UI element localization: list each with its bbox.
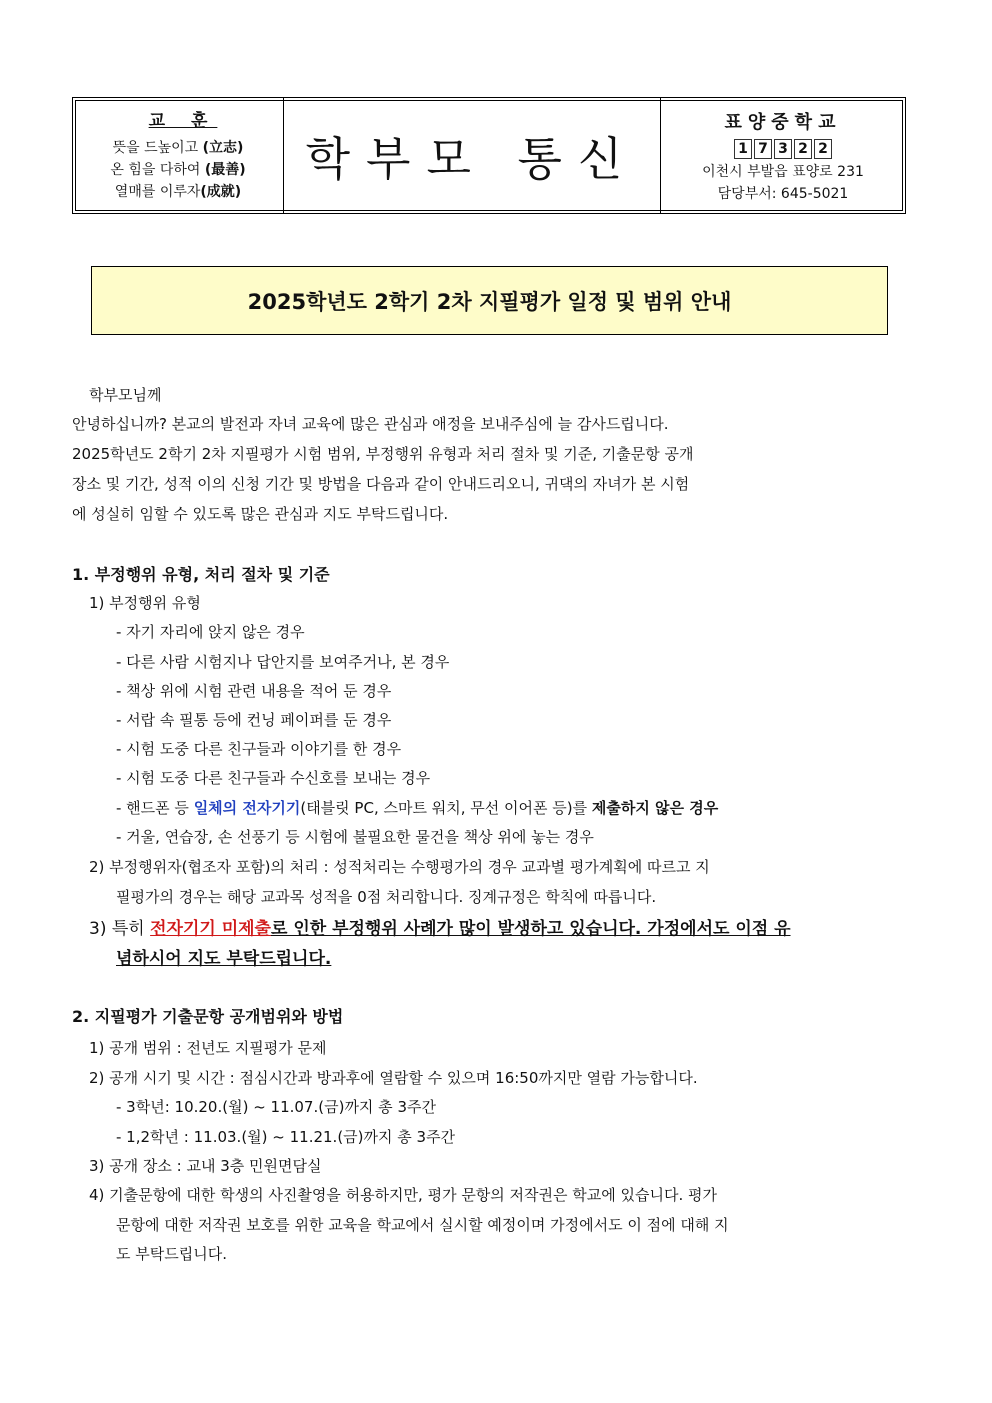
greeting: 학부모님께: [89, 386, 162, 404]
warning-bold: 로 인한 부정행위 사례가 많이 발생하고 있습니다. 가정에서도 이점 유: [270, 919, 791, 939]
newsletter-header: [72, 97, 906, 214]
list-item: - 시험 도중 다른 친구들과 이야기를 한 경우: [116, 740, 402, 758]
motto-line: [73, 137, 283, 159]
list-item: - 자기 자리에 앉지 않은 경우: [116, 623, 305, 641]
sub-item-cont: 필평가의 경우는 해당 교과목 성적을 0점 처리합니다. 징계규정은 학칙에 따릅니다.: [116, 888, 657, 906]
zip-digit: 7: [754, 139, 772, 159]
motto-text: 온 힘을 다하여: [110, 162, 205, 178]
zip-code: [734, 139, 832, 159]
list-item: - 3학년: 10.20.(월) ~ 11.07.(금)까지 총 3주간: [116, 1098, 436, 1116]
motto-hanja: (最善): [204, 162, 246, 178]
school-name: 표양중학교: [724, 112, 842, 133]
intro-line: 안녕하십니까? 본교의 발전과 자녀 교육에 많은 관심과 애정을 보내주심에 늘 감사드립니다.: [72, 415, 669, 433]
motto-text: 열매를 이루자: [114, 184, 201, 200]
list-item: - 거울, 연습장, 손 선풍기 등 시험에 불필요한 물건을 책상 위에 놓는 경우: [116, 828, 594, 846]
warning-line-cont: 념하시어 지도 부탁드립니다.: [116, 949, 332, 969]
motto-hanja: (立志): [202, 140, 244, 156]
sub-heading: 1) 부정행위 유형: [89, 594, 201, 612]
sub-item: 3) 공개 장소 : 교내 3층 민원면담실: [89, 1157, 322, 1175]
motto-line: [73, 181, 283, 203]
list-item: - 책상 위에 시험 관련 내용을 적어 둔 경우: [116, 682, 392, 700]
motto-line: [73, 159, 283, 181]
zip-digit: 2: [794, 139, 812, 159]
warning-text: 3) 특히: [89, 919, 151, 939]
list-item-phone: [116, 797, 718, 818]
intro-line: 장소 및 기간, 성적 이의 신청 기간 및 방법을 다음과 같이 안내드리오니, 귀댁의 자녀가 본 시험: [72, 475, 690, 493]
newsletter-title-cell: [284, 98, 661, 213]
zip-digit: 2: [814, 139, 832, 159]
phone-item-bold: 제출하지 않은 경우: [591, 799, 719, 817]
section-2-title: 2. 지필평가 기출문항 공개범위와 방법: [72, 1007, 344, 1026]
zip-digit: 1: [734, 139, 752, 159]
notice-title: 2025학년도 2학기 2차 지필평가 일정 및 범위 안내: [247, 289, 732, 314]
intro-line: 에 성실히 임할 수 있도록 많은 관심과 지도 부탁드립니다.: [72, 505, 449, 523]
sub-item-cont: 문항에 대한 저작권 보호를 위한 교육을 학교에서 실시할 예정이며 가정에서도 이 점에 대해 지: [116, 1216, 729, 1234]
list-item: - 1,2학년 : 11.03.(월) ~ 11.21.(금)까지 총 3주간: [116, 1128, 456, 1146]
sub-item: 4) 기출문항에 대한 학생의 사진촬영을 허용하지만, 평가 문항의 저작권은 학교에 있습니다. 평가: [89, 1186, 718, 1204]
intro-line: 2025학년도 2학기 2차 지필평가 시험 범위, 부정행위 유형과 처리 절차 및 기준, 기출문항 공개: [72, 445, 694, 463]
motto-text: 뜻을 드높이고: [112, 140, 203, 156]
list-item: - 서랍 속 필통 등에 컨닝 페이퍼를 둔 경우: [116, 711, 392, 729]
motto-hanja: (成就): [200, 184, 242, 200]
list-item: - 다른 사람 시험지나 답안지를 보여주거나, 본 경우: [116, 653, 450, 671]
sub-item: 2) 공개 시기 및 시간 : 점심시간과 방과후에 열람할 수 있으며 16:50까지만 열람 가능합니다.: [89, 1069, 698, 1087]
sub-item-cont: 도 부탁드립니다.: [116, 1245, 227, 1263]
warning-line: [89, 914, 791, 939]
school-address: 이천시 부발읍 표양로 231: [702, 164, 864, 180]
newsletter-title: 학부모 통신: [305, 131, 639, 186]
school-motto: [73, 98, 284, 213]
motto-title: 교 훈: [148, 111, 218, 131]
sub-item: 1) 공개 범위 : 전년도 지필평가 문제: [89, 1039, 327, 1057]
phone-item-text: - 핸드폰 등: [116, 799, 194, 817]
highlight-electronics: 일체의 전자기기: [193, 799, 301, 817]
school-department: 담당부서: 645-5021: [717, 186, 849, 202]
notice-title-box: [91, 266, 888, 335]
section-1-title: 1. 부정행위 유형, 처리 절차 및 기준: [72, 565, 330, 584]
sub-item: 2) 부정행위자(협조자 포함)의 처리 : 성적처리는 수행평가의 경우 교과별 평가계획에 따르고 지: [89, 858, 710, 876]
school-info: [661, 98, 905, 213]
phone-item-text: (태블릿 PC, 스마트 워치, 무선 이어폰 등)를: [300, 799, 592, 817]
warning-red: 전자기기 미제출: [150, 919, 271, 939]
list-item: - 시험 도중 다른 친구들과 수신호를 보내는 경우: [116, 769, 431, 787]
zip-digit: 3: [774, 139, 792, 159]
